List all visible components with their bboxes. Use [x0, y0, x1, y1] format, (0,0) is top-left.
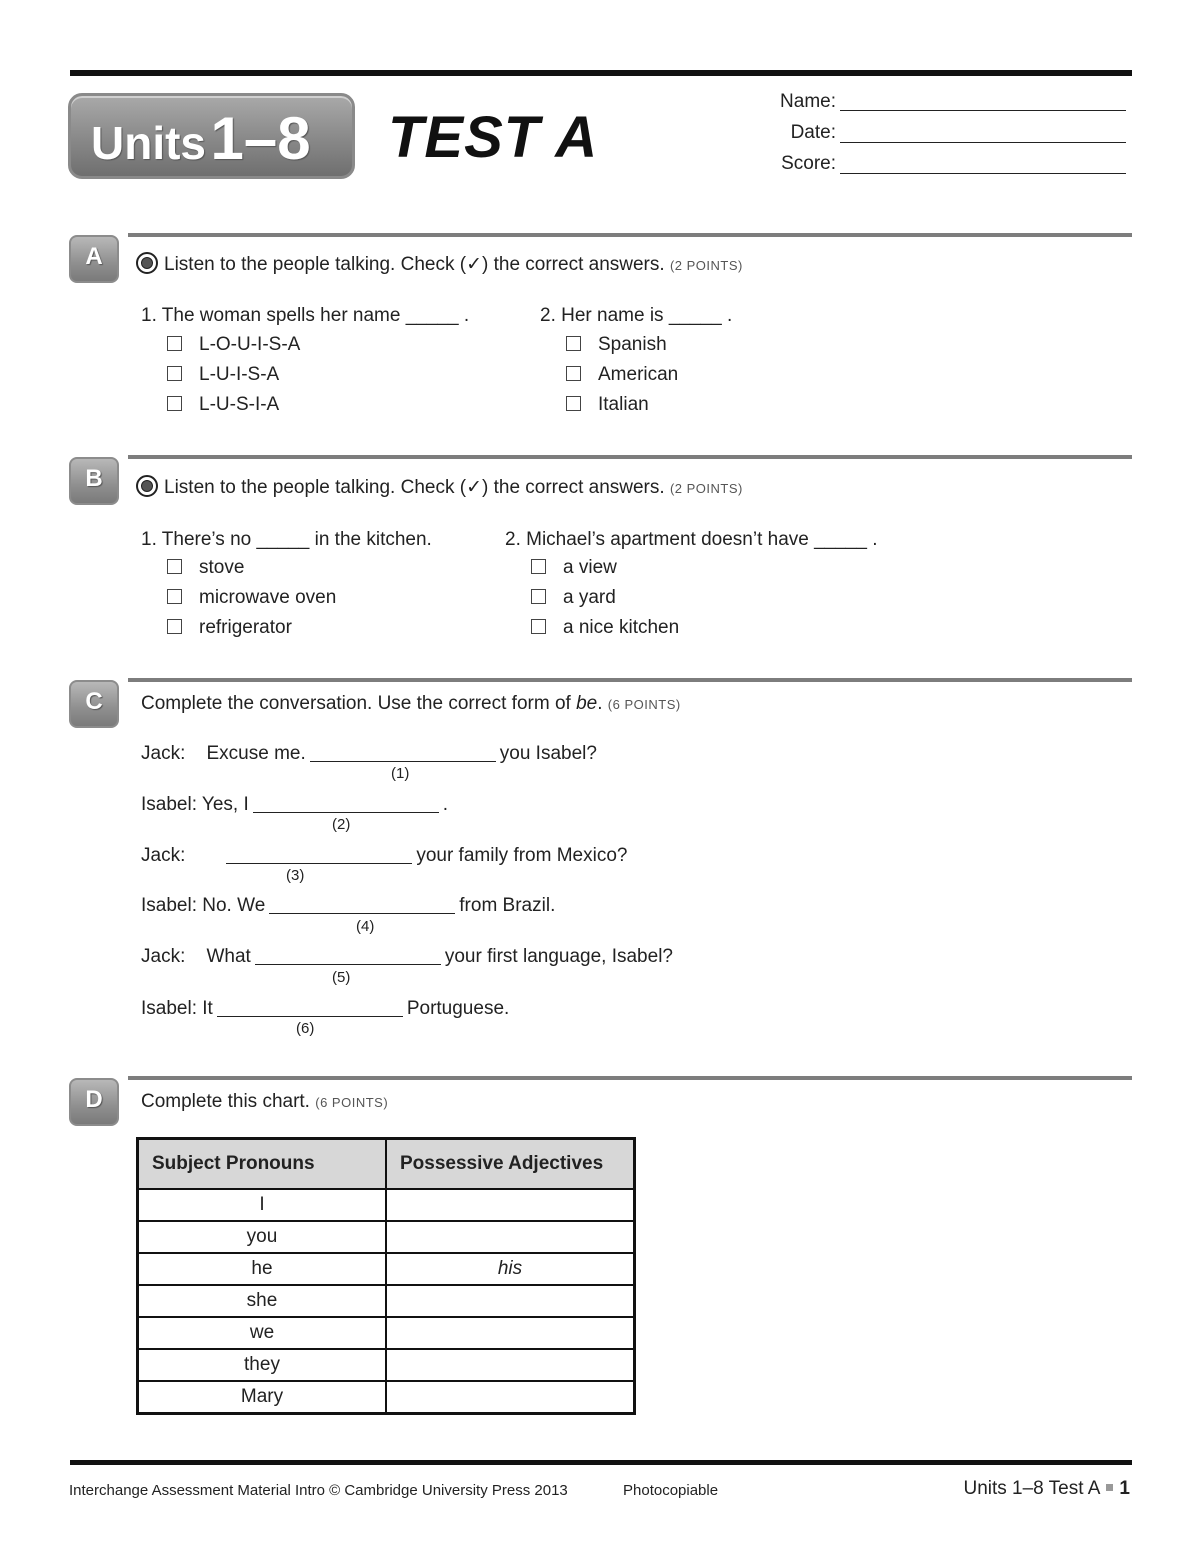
checkbox[interactable] — [167, 336, 182, 351]
possessive-cell[interactable] — [386, 1285, 635, 1317]
conversation-line: Isabel: It Portuguese. — [141, 998, 510, 1019]
table-row — [138, 1221, 635, 1253]
checkbox[interactable] — [531, 559, 546, 574]
possessive-cell[interactable] — [386, 1317, 635, 1349]
section-d-instruction: Complete this chart. (6 POINTS) — [141, 1091, 389, 1112]
section-d-points: (6 POINTS) — [315, 1095, 389, 1110]
section-b-badge: B — [69, 457, 119, 505]
pronoun-chart — [136, 1137, 636, 1415]
blank-number: (6) — [296, 1020, 315, 1037]
checkbox[interactable] — [531, 619, 546, 634]
test-title: TEST A — [388, 105, 599, 170]
section-a-q2-option[interactable]: Italian — [566, 394, 649, 416]
subject-cell: we — [138, 1317, 387, 1349]
blank-number: (1) — [391, 765, 410, 782]
footer-photocopiable: Photocopiable — [623, 1482, 719, 1499]
blank-number: (5) — [332, 969, 351, 986]
table-row — [138, 1349, 635, 1381]
section-c-rule — [128, 678, 1132, 682]
section-a-instruction-text: Listen to the people talking. Check (✓) the correct answers. — [164, 254, 665, 275]
section-d-rule — [128, 1076, 1132, 1080]
audio-icon[interactable] — [136, 475, 158, 497]
score-line[interactable] — [840, 173, 1126, 174]
footer-page-info — [963, 1478, 1130, 1500]
chart-header-row — [138, 1139, 635, 1190]
possessive-cell[interactable] — [386, 1381, 635, 1414]
separator-square-icon — [1106, 1484, 1113, 1491]
section-b-q2-option[interactable]: a yard — [531, 587, 616, 609]
section-a-q2-option[interactable]: American — [566, 364, 678, 386]
bottom-rule — [70, 1460, 1132, 1465]
name-line[interactable] — [840, 110, 1126, 111]
chart-header-possessive: Possessive Adjectives — [386, 1139, 635, 1190]
section-d-badge: D — [69, 1078, 119, 1126]
section-b-q1-option[interactable]: refrigerator — [167, 617, 292, 639]
table-row — [138, 1317, 635, 1349]
section-b-q1-option[interactable]: stove — [167, 557, 244, 579]
possessive-cell[interactable] — [386, 1189, 635, 1221]
section-b-instruction — [136, 475, 743, 499]
subject-cell: she — [138, 1285, 387, 1317]
answer-blank[interactable] — [255, 946, 441, 965]
answer-blank[interactable] — [226, 845, 412, 864]
section-a-q1-option[interactable]: L-U-S-I-A — [167, 394, 279, 416]
subject-cell: I — [138, 1189, 387, 1221]
section-b-q1-option[interactable]: microwave oven — [167, 587, 336, 609]
checkbox[interactable] — [531, 589, 546, 604]
subject-cell: you — [138, 1221, 387, 1253]
checkbox[interactable] — [566, 366, 581, 381]
possessive-cell[interactable] — [386, 1349, 635, 1381]
section-a-q2-option[interactable]: Spanish — [566, 334, 667, 356]
section-a-points: (2 POINTS) — [669, 258, 743, 273]
checkbox[interactable] — [566, 336, 581, 351]
conversation-line: Isabel: Yes, I . — [141, 794, 449, 815]
score-label: Score: — [781, 153, 836, 174]
conversation-line: Jack: Excuse me. you Isabel? — [141, 743, 597, 764]
top-rule — [70, 70, 1132, 76]
table-row — [138, 1189, 635, 1221]
table-row — [138, 1381, 635, 1414]
section-c-points: (6 POINTS) — [607, 697, 681, 712]
blank-number: (3) — [286, 867, 305, 884]
possessive-cell[interactable] — [386, 1221, 635, 1253]
units-range: 1–8 — [210, 105, 311, 172]
date-line[interactable] — [840, 142, 1126, 143]
subject-cell: Mary — [138, 1381, 387, 1414]
answer-blank[interactable] — [310, 743, 496, 762]
section-a-q2: 2. Her name is _____ . — [540, 305, 733, 326]
possessive-cell: his — [386, 1253, 635, 1285]
answer-blank[interactable] — [217, 998, 403, 1017]
footer-test-name: Units 1–8 Test A — [963, 1478, 1101, 1499]
page-number: 1 — [1119, 1478, 1130, 1499]
blank-number: (2) — [332, 816, 351, 833]
section-b-q1: 1. There’s no _____ in the kitchen. — [141, 529, 432, 550]
blank-number: (4) — [356, 918, 375, 935]
audio-icon[interactable] — [136, 252, 158, 274]
conversation-line: Isabel: No. We from Brazil. — [141, 895, 556, 916]
section-c-badge: C — [69, 680, 119, 728]
section-b-q2-option[interactable]: a view — [531, 557, 617, 579]
answer-blank[interactable] — [269, 895, 455, 914]
conversation-line: Jack: What your first language, Isabel? — [141, 946, 673, 967]
subject-cell: he — [138, 1253, 387, 1285]
checkbox[interactable] — [167, 396, 182, 411]
chart-header-subject: Subject Pronouns — [138, 1139, 387, 1190]
section-b-instruction-text: Listen to the people talking. Check (✓) the correct answers. — [164, 477, 665, 498]
section-a-instruction — [136, 252, 743, 276]
footer-copyright: Interchange Assessment Material Intro © Cambridge University Press 2013 — [69, 1482, 568, 1499]
section-b-q2-option[interactable]: a nice kitchen — [531, 617, 679, 639]
table-row — [138, 1253, 635, 1285]
checkbox[interactable] — [167, 559, 182, 574]
units-word: Units — [91, 117, 206, 169]
section-b-points: (2 POINTS) — [669, 481, 743, 496]
section-a-badge: A — [69, 235, 119, 283]
date-label: Date: — [790, 122, 836, 143]
checkbox[interactable] — [167, 589, 182, 604]
section-b-q2: 2. Michael’s apartment doesn’t have _____ . — [505, 529, 878, 550]
section-c-instruction: Complete the conversation. Use the correct form of be. (6 POINTS) — [141, 693, 681, 714]
section-a-rule — [128, 233, 1132, 237]
subject-cell: they — [138, 1349, 387, 1381]
answer-blank[interactable] — [253, 794, 439, 813]
section-a-q1-option[interactable]: L-O-U-I-S-A — [167, 334, 300, 356]
table-row — [138, 1285, 635, 1317]
section-a-q1: 1. The woman spells her name _____ . — [141, 305, 470, 326]
units-badge — [68, 93, 355, 179]
checkbox[interactable] — [167, 366, 182, 381]
checkbox[interactable] — [566, 396, 581, 411]
conversation-line: Jack: your family from Mexico? — [141, 845, 628, 866]
section-a-q1-option[interactable]: L-U-I-S-A — [167, 364, 279, 386]
checkbox[interactable] — [167, 619, 182, 634]
name-label: Name: — [780, 91, 836, 112]
section-b-rule — [128, 455, 1132, 459]
